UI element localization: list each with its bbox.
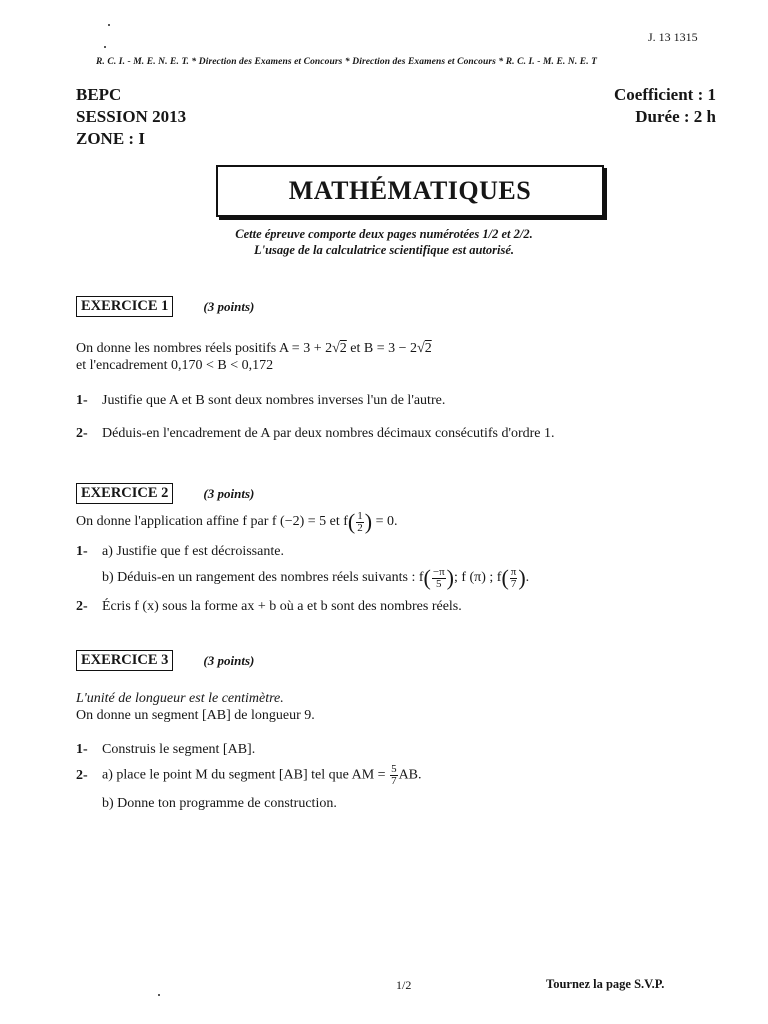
- question-text: Déduis-en l'encadrement de A par deux nombres décimaux consécutifs d'ordre 1.: [102, 426, 555, 441]
- exercise-1-question-1: [76, 393, 445, 409]
- question-text: a) Justifie que f est décroissante.: [102, 544, 284, 559]
- question-number: 2-: [76, 767, 88, 783]
- scan-mark: [108, 24, 110, 26]
- duration: Durée : 2 h: [635, 107, 716, 126]
- question-text: AB.: [398, 767, 422, 783]
- intro-part: On donne les nombres réels positifs A = 3 + 2: [76, 341, 333, 356]
- exercise-3-question-1: [76, 742, 255, 758]
- note-pages: Cette épreuve comporte deux pages numérotées 1/2 et 2/2.: [235, 227, 533, 241]
- reference-code: J. 13 1315: [648, 30, 698, 44]
- note-calculator: L'usage de la calculatrice scientifique est autorisé.: [253, 243, 515, 257]
- coefficient: Coefficient : 1: [614, 85, 716, 104]
- page-title: MATHÉMATIQUES: [216, 165, 604, 217]
- question-text: b) Déduis-en un rangement des nombres réels suivants : f: [102, 570, 424, 586]
- question-text: Écris f (x) sous la forme ax + b où a et b sont des nombres réels.: [102, 599, 462, 614]
- intro-part: On donne l'application affine f par f (−2) = 5 et f: [76, 514, 348, 530]
- exercise-2-intro: On donne l'application affine f par f (−2) = 5 et f( $\frac{1}{2}$ ) = 0.: [76, 509, 398, 534]
- exercise-3-question-2b: b) Donne ton programme de construction.: [102, 796, 337, 811]
- exercise-1-question-2: [76, 426, 555, 442]
- question-text: ; f (π) ; f: [453, 570, 502, 586]
- exercise-2-header: [76, 483, 254, 504]
- exam-meta: [614, 84, 716, 128]
- scan-mark: [104, 46, 106, 48]
- question-text: a) place le point M du segment [AB] tel que AM =: [102, 767, 386, 783]
- turn-page-note: Tournez la page S.V.P.: [546, 977, 665, 991]
- scan-mark: [158, 994, 160, 996]
- question-number: 2-: [76, 599, 88, 614]
- intro-part: et B = 3 − 2: [346, 341, 418, 356]
- question-number: 1-: [76, 742, 88, 757]
- question-number: 1-: [76, 544, 88, 559]
- session: SESSION 2013: [76, 107, 187, 126]
- fraction: $\frac{1}{2}$: [357, 509, 363, 534]
- question-text: Construis le segment [AB].: [102, 742, 256, 757]
- exercise-2-question-2: [76, 599, 462, 615]
- question-number: 1-: [76, 393, 88, 408]
- question-number: 2-: [76, 426, 88, 441]
- exercise-3-unit: L'unité de longueur est le centimètre.: [76, 691, 284, 706]
- institution-line: R. C. I. - M. E. N. E. T. * Direction des Examens et Concours * Direction des Examens et Concours * R. C. I. - M. E. N. E. T: [96, 57, 598, 67]
- exercise-3-label: EXERCICE 3: [76, 650, 173, 671]
- sqrt-value: 2: [339, 341, 347, 356]
- exam-info: [76, 84, 186, 150]
- exercise-1-header: [76, 296, 254, 317]
- question-text: Justifie que A et B sont deux nombres inverses l'un de l'autre.: [102, 393, 446, 408]
- exercise-2-question-1b: b) Déduis-en un rangement des nombres réels suivants : f( $\frac{-\pi}{5}$ ); f (π) ; f( $\frac{\pi}{7}$ ).: [102, 565, 530, 590]
- exercise-1-label: EXERCICE 1: [76, 296, 173, 317]
- exercise-2-label: EXERCICE 2: [76, 483, 173, 504]
- fraction: $\frac{5}{7}$: [391, 763, 397, 787]
- exercise-3-header: [76, 650, 254, 671]
- intro-part: = 0.: [375, 514, 398, 530]
- exercise-1-points: (3 points): [203, 298, 255, 314]
- exercise-1-intro: On donne les nombres réels positifs A = 3 + 2√2 et B = 3 − 2√2: [76, 341, 432, 356]
- fraction: $\frac{-\pi}{5}$: [432, 565, 445, 590]
- zone: ZONE : I: [76, 129, 145, 148]
- sqrt-value: 2: [424, 341, 432, 356]
- exercise-2-points: (3 points): [203, 485, 255, 501]
- exercise-1-bounds: et l'encadrement 0,170 < B < 0,172: [76, 358, 274, 373]
- exercise-3-points: (3 points): [203, 652, 255, 668]
- exam-name: BEPC: [76, 85, 122, 104]
- exercise-3-intro: On donne un segment [AB] de longueur 9.: [76, 708, 315, 723]
- exercise-3-question-2a: [76, 764, 422, 787]
- fraction: $\frac{\pi}{7}$: [510, 565, 517, 590]
- exercise-2-question-1a: [76, 544, 284, 560]
- page-number: 1/2: [396, 978, 412, 992]
